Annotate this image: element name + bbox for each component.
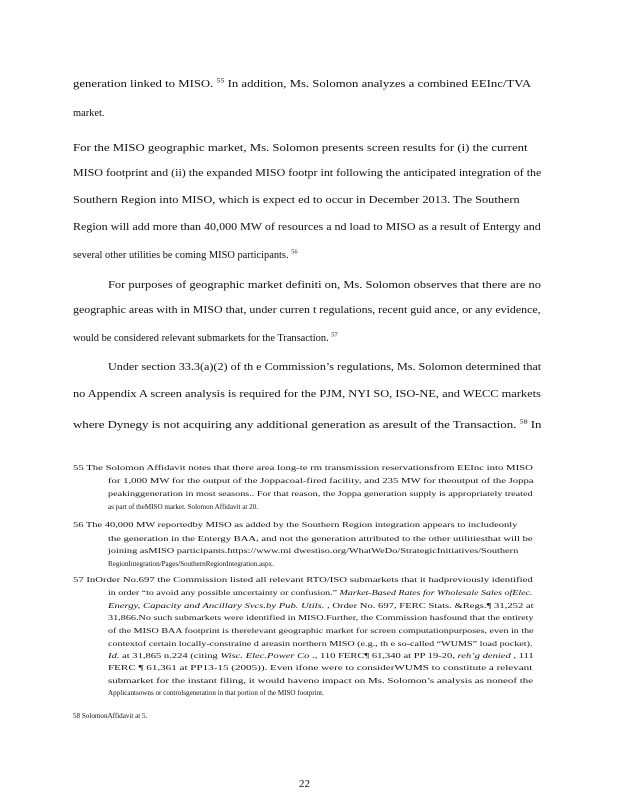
text-run: Southern Region into MISO, which is expect ed to occur in December 2013. The Southern <box>73 195 520 206</box>
text-run: Region will add more than 40,000 MW of resources a nd load to MISO as a result of Entergy and <box>73 222 541 233</box>
footnote-line <box>108 614 534 622</box>
footnote-line <box>108 602 534 610</box>
body-line <box>73 195 520 206</box>
footnote-ref: 55 <box>216 77 225 85</box>
text-run: 56 The 40,000 MW reportedby MISO as added by the Southern Region integration appears to includeonly <box>73 521 518 529</box>
footnote-line <box>73 712 147 720</box>
footnote-ref: 56 <box>291 248 298 256</box>
footnote-ref: 57 <box>331 331 338 339</box>
footnote-line <box>108 535 533 543</box>
text-run: market. <box>73 108 105 119</box>
body-line <box>73 305 541 316</box>
footnote-line <box>108 677 533 685</box>
footnote-line <box>108 689 324 697</box>
footnote-line <box>108 490 533 498</box>
text-run: peakinggeneration in most seasons.. For that reason, the Joppa generation supply is appropriately treated <box>108 490 533 498</box>
text-run: For purposes of geographic market definiti on, Ms. Solomon observes that there are no <box>108 280 541 291</box>
text-run: the generation in the Entergy BAA, and not the generation attributed to the other utilitiesthat will be <box>108 535 533 543</box>
footnote-ref: 58 <box>519 418 528 426</box>
text-run: MISO footprint and (ii) the expanded MISO footpr int following the anticipated integration of the <box>73 168 542 179</box>
text-run: Applicantsowns or controlsgeneration in that portion of the MISO footprint. <box>108 689 324 697</box>
body-line <box>73 333 338 344</box>
text-run: 55 The Solomon Affidavit notes that there area long-te rm transmission reservationsfrom EEInc into MISO <box>73 464 533 472</box>
footnote-line <box>73 521 517 529</box>
text-run: at 31,865 n.224 (citing <box>119 652 221 660</box>
body-line <box>73 143 528 154</box>
text-run: several other utilities be coming MISO participants. <box>73 250 292 261</box>
text-run: 58 SolomonAffidavit at 5. <box>73 712 148 720</box>
footnote-line <box>108 652 534 660</box>
footnote-line <box>108 547 518 555</box>
text-run: of the MISO BAA footprint is therelevant geographic market for screen computationpurposes, even in the <box>108 627 534 635</box>
footnote-line <box>108 503 258 511</box>
text-run: 31,866.No such submarkets were identified in MISO.Further, the Commission hasfound that the entirety <box>108 614 534 622</box>
text-run: ., 110 FERC¶ 61,340 at PP 19-20, <box>309 652 458 660</box>
text-run: , 111 <box>510 652 534 660</box>
text-run: submarket for the instant filing, it would haveno impact on Ms. Solomon’s analysis as noneof the <box>108 677 534 685</box>
italic-run: reh’g denied <box>457 652 511 660</box>
body-line <box>73 168 541 179</box>
text-run: for 1,000 MW for the output of the Joppacoal-fired facility, and 235 MW for theoutput of the Joppa <box>108 477 534 485</box>
body-line <box>108 362 541 373</box>
footnote-line <box>108 477 534 485</box>
italic-run: Energy, Capacity and Ancillary Svcs.by Pub. Utils. <box>108 602 325 610</box>
text-run: Under section 33.3(a)(2) of th e Commission’s regulations, Ms. Solomon determined that <box>108 362 542 373</box>
text-run: RegionIntegration/Pages/SouthernRegionIntegration.aspx. <box>108 560 274 568</box>
text-run: 57 InOrder No.697 the Commission listed all relevant RTO/ISO submarkets that it hadpreviously identified <box>73 576 533 584</box>
text-run: where Dynegy is not acquiring any additional generation as aresult of the Transaction. <box>73 420 520 431</box>
body-line <box>73 420 542 431</box>
footnote-line <box>108 560 274 568</box>
text-run: generation linked to MISO. <box>73 79 217 90</box>
text-run: joining asMISO participants.https://www.mi dwestiso.org/WhatWeDo/StrategicInitiatives/Southern <box>108 547 519 555</box>
text-run: FERC ¶ 61,361 at PP13-15 (2005)). Even ifone were to considerWUMS to constitute a relevant <box>108 664 533 672</box>
body-line <box>73 389 541 400</box>
body-line <box>73 250 298 261</box>
text-run: In <box>527 420 542 431</box>
text-run: , Order No. 697, FERC Stats. &Regs.¶ 31,252 at <box>324 602 534 610</box>
page-number: 22 <box>299 778 310 790</box>
text-run: geographic areas with in MISO that, under curren t regulations, recent guid ance, or any evidence, <box>73 305 541 316</box>
body-line <box>73 79 531 90</box>
text-run: In addition, Ms. Solomon analyzes a combined EEInc/TVA <box>224 79 532 90</box>
text-run: contextof certain locally-constraine d areasin northern MISO (e.g., th e so-called “WUMS” load pocket). <box>108 640 533 648</box>
footnote-line <box>108 664 532 672</box>
footnote-line <box>73 576 533 584</box>
body-line <box>73 108 104 119</box>
italic-run: Wisc. Elec.Power Co <box>220 652 310 660</box>
footnote-line <box>108 589 532 597</box>
italic-run: Id. <box>108 652 120 660</box>
text-run: no Appendix A screen analysis is required for the PJM, NYI SO, ISO-NE, and WECC markets <box>73 389 541 400</box>
footnote-line <box>73 464 533 472</box>
text-run: For the MISO geographic market, Ms. Solomon presents screen results for (i) the current <box>73 143 528 154</box>
text-run: would be considered relevant submarkets for the Transaction. <box>73 333 332 344</box>
text-run: as part of theMISO market. Solomon Affidavit at 20. <box>108 503 258 511</box>
body-line <box>108 280 541 291</box>
body-line <box>73 222 541 233</box>
footnote-line <box>108 640 532 648</box>
footnote-line <box>108 627 534 635</box>
text-run: in order “to avoid any possible uncertainty or confusion.” <box>108 589 340 597</box>
italic-run: Market-Based Rates for Wholesale Sales ofElec. <box>339 589 533 597</box>
